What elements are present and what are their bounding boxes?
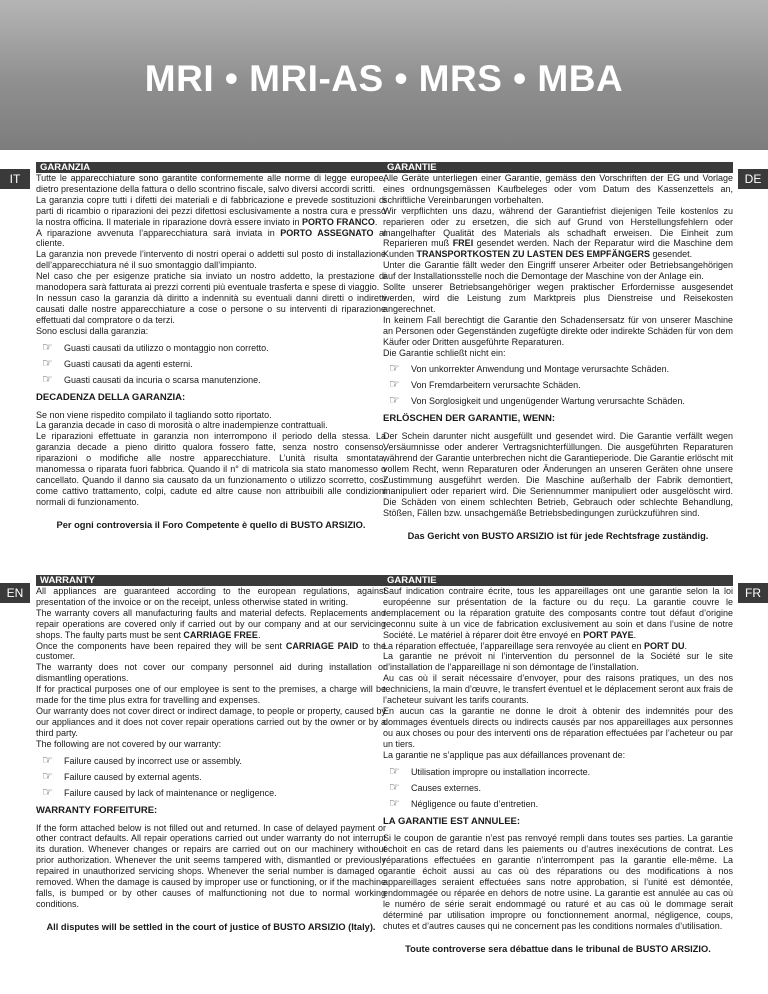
paragraph: La garanzia decade in caso di morosità o altre inadempienze contrattuali.: [36, 420, 328, 431]
list-item: ☞ Von Sorglosigkeit und ungenügender Wartung verursachte Schäden.: [389, 393, 685, 408]
paragraph: All appliances are guaranteed according to the european regulations, against presentation of the invoice or on the receipt, unless otherwise stated in writing.: [36, 586, 386, 607]
language-badge-it: IT: [0, 169, 30, 189]
paragraph: In nessun caso la garanzia dà diritto a indennità su eventuali danni diretti o indiretti causati dalle nostre apparecchiature a cose o persone o su interventi di riparazione effettuati dal compratore o da terzi.: [36, 292, 386, 325]
pointing-hand-icon: ☞: [42, 339, 53, 354]
section-heading: GARANTIE: [383, 162, 733, 173]
list-item: ☞ Failure caused by incorrect use or assembly.: [42, 752, 242, 767]
page-title: MRI • MRI-AS • MRS • MBA: [144, 58, 624, 99]
court-notice: Das Gericht von BUSTO ARSIZIO ist für jede Rechtsfrage zuständig.: [407, 530, 709, 541]
exclusion-list: [36, 341, 386, 389]
exclusion-list: [383, 765, 733, 813]
list-item: ☞ Guasti causati da agenti esterni.: [42, 355, 193, 370]
paragraph: Le riparazioni effettuate in garanzia non interrompono il periodo della stessa. La garanzia decade a pieno diritto qualora fossero fatte, senza nostro consenso, riparazioni o modifiche alle nostre apparecchiature. L’unità risulta smontata, manomessa o riparata fuori fabbrica. Quando il n° di matricola sia stato manomesso o cancellato. Quando il danno sia causato da un funzionamento o utilizzo scorretto, così come cattivo trattamento, colpi, cadute ed altre cause non attribuibili alle condizioni normali di funzionamento.: [36, 431, 386, 507]
paragraph: Sauf indication contraire écrite, tous les appareillages ont une garantie selon la loi européenne sur présentation de la facture ou du reçu. La garantie couvre le remplacement ou la réparation gratuite des composants contre tout défaut d’origine reconnu suite à un vice de fabrication exclusivement au soin et dans l’usine de notre Société. Le matériel à réparer doit être envoyé en PORT PAYE.: [383, 586, 733, 640]
pointing-hand-icon: ☞: [42, 784, 53, 799]
paragraph: Tutte le apparecchiature sono garantite conformemente alle norme di legge europee, dietro presentazione della fattura o dello scontrino fiscale, salvo diversi accordi scritti.: [36, 173, 386, 194]
list-item: ☞ Failure caused by lack of maintenance or negligence.: [42, 784, 277, 799]
paragraph: La réparation effectuée, l’appareillage sera renvoyée au client en PORT DU.: [383, 640, 688, 651]
forfeiture-heading: DECADENZA DELLA GARANZIA:: [36, 391, 186, 403]
paragraph: The warranty covers all manufacturing faults and material defects. Replacements and repair operations are covered only if carried out by our company and at our servicing shops. The faulty parts must be sent CARRIAGE FREE.: [36, 607, 386, 640]
paragraph: Se non viene rispedito compilato il tagliando sotto riportato.: [36, 409, 272, 420]
court-notice: Toute controverse sera débattue dans le tribunal de BUSTO ARSIZIO.: [405, 943, 711, 954]
exclusion-list: [36, 754, 386, 802]
paragraph: Die Garantie schließt nicht ein:: [383, 347, 506, 358]
paragraph: The following are not covered by our warranty:: [36, 738, 222, 749]
section-heading: GARANZIA: [36, 162, 386, 173]
paragraph: Au cas où il serait nécessaire d’envoyer, pour des raisons pratiques, un des nos techniciens, la main d’œuvre, le transfert éventuel et le déplacement seront aux frais de l’acheteur suivant les tarifs courants.: [383, 673, 733, 706]
paragraph: Sollte unserer Betriebsangehöriger wegen praktischer Erfordernisse ausgesendet werden, wird die Leistung zum Marktpreis plus Dienstreise und Reisekosten angerechnet.: [383, 282, 733, 314]
section-heading: WARRANTY: [36, 575, 386, 586]
paragraph: Alle Geräte unterliegen einer Garantie, gemäss den Vorschriften der EG und Vorlage eines ordnungsgemässen Kaufbeleges oder vom Datum des Kassenzettels an, schriftliche Vereinbarungen vorbehalten.: [383, 173, 733, 205]
language-badge-de: DE: [738, 169, 768, 189]
warranty-section-fr: [383, 575, 733, 954]
list-item: ☞ Négligence ou faute d’entretien.: [389, 795, 539, 810]
paragraph: En aucun cas la garantie ne donne le droit à obtenir des indemnités pour des dommages éventuels directs ou indirects causés par nos appareillages aux personnes ou aux choses ou pour des interventi ons de réparation effectuées par l’acheteur ou par un tiers.: [383, 705, 733, 749]
pointing-hand-icon: ☞: [389, 377, 400, 392]
pointing-hand-icon: ☞: [42, 371, 53, 386]
court-notice: All disputes will be settled in the court of justice of BUSTO ARSIZIO (Italy).: [46, 921, 376, 932]
list-item: ☞ Causes externes.: [389, 779, 482, 794]
language-badge-en: EN: [0, 583, 30, 603]
paragraph: A riparazione avvenuta l’apparecchiatura sarà inviata in PORTO ASSEGNATO al cliente.: [36, 227, 386, 249]
pointing-hand-icon: ☞: [389, 795, 400, 810]
paragraph: La garantie ne s’applique pas aux défaillances provenant de:: [383, 749, 626, 760]
list-item: ☞ Utilisation impropre ou installation incorrecte.: [389, 763, 591, 778]
pointing-hand-icon: ☞: [42, 768, 53, 783]
paragraph: Nel caso che per esigenze pratiche sia inviato un nostro addetto, la prestazione di manodopera sarà fatturata ai prezzi correnti più eventuale trasferta e spese di viaggio.: [36, 271, 386, 293]
paragraph: Der Schein darunter nicht ausgefüllt und gesendet wird. Die Garantie verfällt wegen Versäumnisse oder anderer Vertragsnichterfüllungen. Die ausgeführten Reparaturen während der Garantie unterbrechen nicht die Garantieperiode. Die Garantie erlöscht mit vollem Recht, wenn Reparaturen oder Änderungen an unseren Geräten ohne unsere Zustimmung ausgeführt werden. Die Maschine außerhalb der Fabrik demontiert, manipuliert oder repariert wird. Die Seriennummer manipuliert oder ausgelöscht wird. Die Schäden von einem schlechten Betrieb, Gebrauch oder schlechte Behandlung, Stößen, Fällen bzw. unsachgemäße Betriebsbedingungen zurückzuführen sind.: [383, 431, 733, 518]
paragraph: La garantie ne prévoit ni l’intervention du personnel de la Société sur le site d’installation de l’appareillage ni son démontage de l’installation.: [383, 651, 733, 673]
paragraph: La garanzia non prevede l’intervento di nostri operai o addetti sul posto di installazione dell’apparecchiatura né il suo smontaggio dall’impianto.: [36, 249, 386, 271]
pointing-hand-icon: ☞: [42, 752, 53, 767]
exclusion-list: [383, 362, 733, 410]
paragraph: Sono esclusi dalla garanzia:: [36, 325, 149, 336]
paragraph: Once the components have been repaired they will be sent CARRIAGE PAID to the customer.: [36, 640, 386, 662]
list-item: ☞ Von unkorrekter Anwendung und Montage verursachte Schäden.: [389, 361, 670, 376]
warranty-section-en: [36, 575, 386, 933]
paragraph: La garanzia copre tutti i difetti dei materiali e di fabbricazione e prevede sostituzioni di parti di ricambio o riparazioni dei pezzi difettosi esclusivamente a nostra cura e presso la nostra officina. Il materiale in riparazione dovrà essere inviato in PORTO FRANCO.: [36, 194, 386, 227]
court-notice: Per ogni controversia il Foro Competente è quello di BUSTO ARSIZIO.: [56, 519, 366, 530]
pointing-hand-icon: ☞: [389, 779, 400, 794]
paragraph: If for practical purposes one of our employee is sent to the premises, a charge will be made for the time plus extra for travelling and expenses.: [36, 684, 386, 706]
paragraph: Unter die Garantie fällt weder den Eingriff unserer Arbeiter oder Betriebsangehörigen auf der Installationsstelle noch die Demontage der Maschine von der Anlage ein.: [383, 260, 733, 282]
pointing-hand-icon: ☞: [389, 763, 400, 778]
paragraph: Our warranty does not cover direct or indirect damage, to people or property, caused by our appliances and it does not cover repair operations carried out by the owner or by a third party.: [36, 705, 386, 738]
forfeiture-heading: WARRANTY FORFEITURE:: [36, 804, 158, 816]
list-item: ☞ Von Fremdarbeitern verursachte Schäden.: [389, 377, 581, 392]
list-item: ☞ Guasti causati da incuria o scarsa manutenzione.: [42, 371, 261, 386]
page-header: [0, 0, 768, 150]
list-item: ☞ Guasti causati da utilizzo o montaggio non corretto.: [42, 339, 269, 354]
warranty-section-it: [36, 162, 386, 531]
section-heading: GARANTIE: [383, 575, 733, 586]
paragraph: In keinem Fall berechtigt die Garantie den Schadensersatz für von unserer Maschine an Personen oder Gegenständen zugefügte direkte oder indirekte Schäden für von dem Käufer oder Dritten ausgeführte Reparaturen.: [383, 314, 733, 347]
forfeiture-heading: ERLÖSCHEN DER GARANTIE, WENN:: [383, 413, 556, 425]
forfeiture-heading: LA GARANTIE EST ANNULEE:: [383, 815, 521, 827]
paragraph: Si le coupon de garantie n’est pas renvoyé rempli dans toutes ses parties. La garantie échoit en cas de retard dans les paiements ou d’autres inexécutions de contrat. Les réparations effectuées en garantie n’interrompent pas la garantie elle-même. La garantie échoit aussi au cas où des réparations ou des modifications à nos appareillages seraient effectuées sans notre approbation, si l’unité est démontée, endommagée ou réparée en dehors de notre usine. La garantie est annulée au cas où le numéro de série serait endommagé ou raturé et au cas où le dommage serait déterminé par utilisation impropre ou fonctionnement anormal, négligence, coups, chutes et d’autres causes qui ne concernent pas les conditions normales d’utilisation.: [383, 833, 733, 931]
pointing-hand-icon: ☞: [389, 393, 400, 408]
language-badge-fr: FR: [738, 583, 768, 603]
paragraph: The warranty does not cover our company personnel aid during installation or dismantling operations.: [36, 662, 386, 684]
pointing-hand-icon: ☞: [389, 361, 400, 376]
paragraph: Wir verpflichten uns dazu, während der Garantiefrist diejenigen Teile kostenlos zu reparieren oder zu ersetzen, die sich auf Grund von Herstellungsfehlern oder mangelhafter Qualität des Materials als schadhaft erweisen. Die Einheit zum Reparieren muß FREI gesendet werden. Nach der Reparatur wird die Maschine dem Kunden TRANSPORTKOSTEN ZU LASTEN DES EMPFÄNGERS gesendet.: [383, 205, 734, 260]
list-item: ☞ Failure caused by external agents.: [42, 768, 202, 783]
warranty-section-de: [383, 162, 733, 541]
pointing-hand-icon: ☞: [42, 355, 53, 370]
paragraph: If the form attached below is not filled out and returned. In case of delayed payment or other contract defaults. All repair operations carried out under warranty do not interrupt its duration. Whenever changes or repairs are carried out on our machinery without prior authorization. Whenever the unit seems tampered with, dismantled or previously repaired in unauthorized servicing shops. Whenever the serial number is damaged or removed. When the damage is caused by improper use or functioning, or if the machine falls, is bumped or by other causes of malfunctioning not due to normal working conditions.: [36, 822, 386, 909]
